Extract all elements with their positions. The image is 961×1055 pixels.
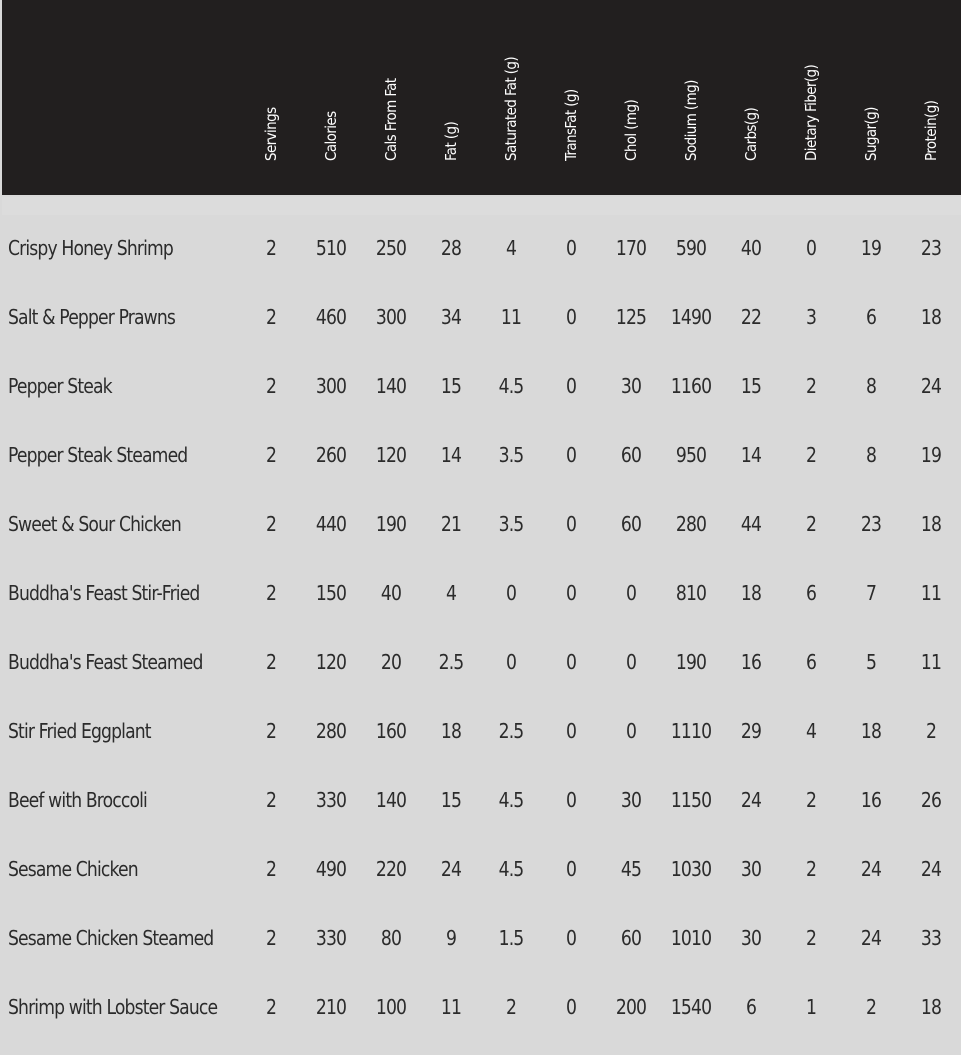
value-cell: 0	[565, 857, 577, 881]
table-row	[2, 767, 961, 834]
value-cell: 0	[565, 581, 577, 605]
column-header-sodium	[661, 9, 721, 179]
value-cell: 30	[740, 857, 762, 881]
column-header-label: Chol (mg)	[622, 99, 640, 161]
value-cell: 280	[675, 512, 707, 536]
value-cell: 2	[265, 926, 277, 950]
value-cell: 80	[380, 926, 402, 950]
value-cell: 2	[805, 443, 817, 467]
value-cell: 60	[620, 512, 642, 536]
value-cell: 0	[565, 374, 577, 398]
column-header-label: TransFat (g)	[562, 89, 580, 161]
table-row	[2, 974, 961, 1041]
value-cell: 4.5	[498, 788, 524, 812]
value-cell: 30	[740, 926, 762, 950]
value-cell: 280	[315, 719, 347, 743]
value-cell: 0	[565, 650, 577, 674]
value-cell: 22	[740, 305, 762, 329]
value-cell: 30	[620, 374, 642, 398]
value-cell: 9	[445, 926, 457, 950]
value-cell: 0	[565, 788, 577, 812]
column-header-dietary-fiber	[781, 9, 841, 179]
table-row	[2, 629, 961, 696]
column-header-label: Servings	[262, 107, 280, 161]
table-row	[2, 284, 961, 351]
value-cell: 18	[920, 305, 942, 329]
value-cell: 24	[920, 374, 942, 398]
item-name-cell: Buddha's Feast Stir-Fried	[8, 581, 200, 605]
column-header-calories	[301, 9, 361, 179]
table-row	[2, 560, 961, 627]
value-cell: 11	[500, 305, 522, 329]
item-name-cell: Sesame Chicken	[8, 857, 138, 881]
value-cell: 1010	[670, 926, 712, 950]
value-cell: 14	[440, 443, 462, 467]
value-cell: 2	[805, 857, 817, 881]
value-cell: 300	[375, 305, 407, 329]
value-cell: 2	[265, 305, 277, 329]
value-cell: 2.5	[498, 719, 524, 743]
column-header-label: Fat (g)	[442, 121, 460, 161]
value-cell: 28	[440, 236, 462, 260]
value-cell: 1110	[670, 719, 712, 743]
value-cell: 2	[925, 719, 937, 743]
column-header-label: Calories	[322, 111, 340, 161]
item-name-cell: Pepper Steak	[8, 374, 112, 398]
table-row	[2, 698, 961, 765]
value-cell: 24	[440, 857, 462, 881]
value-cell: 330	[315, 788, 347, 812]
column-header-label: Protein(g)	[922, 100, 940, 161]
value-cell: 0	[565, 926, 577, 950]
value-cell: 15	[740, 374, 762, 398]
value-cell: 16	[860, 788, 882, 812]
value-cell: 4	[805, 719, 817, 743]
value-cell: 1540	[670, 995, 712, 1019]
value-cell: 0	[625, 719, 637, 743]
value-cell: 60	[620, 443, 642, 467]
value-cell: 460	[315, 305, 347, 329]
value-cell: 24	[860, 857, 882, 881]
table-row	[2, 215, 961, 282]
value-cell: 170	[615, 236, 647, 260]
item-name-cell: Stir Fried Eggplant	[8, 719, 151, 743]
table-header	[2, 0, 961, 195]
table-row	[2, 491, 961, 558]
value-cell: 18	[920, 995, 942, 1019]
value-cell: 2	[265, 581, 277, 605]
value-cell: 40	[740, 236, 762, 260]
value-cell: 100	[375, 995, 407, 1019]
value-cell: 0	[625, 581, 637, 605]
value-cell: 140	[375, 374, 407, 398]
value-cell: 16	[740, 650, 762, 674]
item-name-cell: Crispy Honey Shrimp	[8, 236, 173, 260]
value-cell: 0	[565, 236, 577, 260]
value-cell: 250	[375, 236, 407, 260]
value-cell: 120	[315, 650, 347, 674]
value-cell: 44	[740, 512, 762, 536]
value-cell: 3	[805, 305, 817, 329]
value-cell: 210	[315, 995, 347, 1019]
value-cell: 60	[620, 926, 642, 950]
value-cell: 440	[315, 512, 347, 536]
value-cell: 330	[315, 926, 347, 950]
column-header-saturated-fat	[481, 9, 541, 179]
table-spacer-row	[2, 197, 961, 215]
column-header-label: Sodium (mg)	[682, 80, 700, 161]
item-name-cell: Buddha's Feast Steamed	[8, 650, 203, 674]
value-cell: 150	[315, 581, 347, 605]
value-cell: 18	[440, 719, 462, 743]
value-cell: 18	[740, 581, 762, 605]
value-cell: 810	[675, 581, 707, 605]
value-cell: 8	[865, 443, 877, 467]
value-cell: 6	[865, 305, 877, 329]
column-header-label: Carbs(g)	[742, 107, 760, 161]
value-cell: 1490	[670, 305, 712, 329]
value-cell: 40	[380, 581, 402, 605]
value-cell: 15	[440, 788, 462, 812]
value-cell: 45	[620, 857, 642, 881]
value-cell: 4	[445, 581, 457, 605]
value-cell: 190	[675, 650, 707, 674]
value-cell: 5	[865, 650, 877, 674]
item-name-cell: Pepper Steak Steamed	[8, 443, 188, 467]
table-row	[2, 905, 961, 972]
value-cell: 4	[505, 236, 517, 260]
item-name-cell: Sesame Chicken Steamed	[8, 926, 214, 950]
value-cell: 1	[805, 995, 817, 1019]
column-header-label: Dietary Fiber(g)	[802, 64, 820, 161]
column-header-label: Saturated Fat (g)	[502, 56, 520, 161]
value-cell: 2	[265, 719, 277, 743]
value-cell: 3.5	[498, 512, 524, 536]
column-header-trans-fat	[541, 9, 601, 179]
value-cell: 6	[745, 995, 757, 1019]
value-cell: 590	[675, 236, 707, 260]
value-cell: 2	[265, 443, 277, 467]
value-cell: 125	[615, 305, 647, 329]
value-cell: 2	[805, 788, 817, 812]
value-cell: 160	[375, 719, 407, 743]
value-cell: 1150	[670, 788, 712, 812]
value-cell: 4.5	[498, 857, 524, 881]
column-header-label: Cals From Fat	[382, 78, 400, 161]
value-cell: 4.5	[498, 374, 524, 398]
value-cell: 490	[315, 857, 347, 881]
value-cell: 120	[375, 443, 407, 467]
value-cell: 15	[440, 374, 462, 398]
table-body	[2, 215, 961, 1043]
value-cell: 0	[565, 443, 577, 467]
value-cell: 18	[860, 719, 882, 743]
value-cell: 2.5	[438, 650, 464, 674]
value-cell: 1.5	[498, 926, 524, 950]
item-name-cell: Salt & Pepper Prawns	[8, 305, 176, 329]
value-cell: 11	[920, 650, 942, 674]
item-name-cell: Shrimp with Lobster Sauce	[8, 995, 218, 1019]
value-cell: 19	[920, 443, 942, 467]
value-cell: 7	[865, 581, 877, 605]
value-cell: 21	[440, 512, 462, 536]
value-cell: 2	[265, 650, 277, 674]
value-cell: 23	[860, 512, 882, 536]
value-cell: 140	[375, 788, 407, 812]
value-cell: 2	[265, 236, 277, 260]
value-cell: 3.5	[498, 443, 524, 467]
table-row	[2, 836, 961, 903]
value-cell: 0	[565, 512, 577, 536]
value-cell: 11	[920, 581, 942, 605]
value-cell: 2	[265, 857, 277, 881]
value-cell: 19	[860, 236, 882, 260]
value-cell: 190	[375, 512, 407, 536]
value-cell: 2	[265, 788, 277, 812]
table-row	[2, 422, 961, 489]
value-cell: 2	[805, 926, 817, 950]
value-cell: 950	[675, 443, 707, 467]
value-cell: 2	[505, 995, 517, 1019]
item-name-cell: Sweet & Sour Chicken	[8, 512, 181, 536]
value-cell: 0	[565, 995, 577, 1019]
column-header-fat	[421, 9, 481, 179]
value-cell: 23	[920, 236, 942, 260]
value-cell: 18	[920, 512, 942, 536]
column-header-carbs	[721, 9, 781, 179]
column-header-cals-from-fat	[361, 9, 421, 179]
column-header-chol	[601, 9, 661, 179]
value-cell: 29	[740, 719, 762, 743]
table-row	[2, 353, 961, 420]
value-cell: 260	[315, 443, 347, 467]
column-header-servings	[241, 9, 301, 179]
value-cell: 24	[740, 788, 762, 812]
value-cell: 6	[805, 581, 817, 605]
value-cell: 24	[860, 926, 882, 950]
value-cell: 30	[620, 788, 642, 812]
value-cell: 300	[315, 374, 347, 398]
value-cell: 2	[265, 374, 277, 398]
value-cell: 2	[805, 512, 817, 536]
value-cell: 6	[805, 650, 817, 674]
value-cell: 0	[565, 719, 577, 743]
value-cell: 33	[920, 926, 942, 950]
value-cell: 20	[380, 650, 402, 674]
value-cell: 0	[625, 650, 637, 674]
column-header-protein	[901, 9, 961, 179]
value-cell: 24	[920, 857, 942, 881]
value-cell: 2	[265, 995, 277, 1019]
value-cell: 1160	[670, 374, 712, 398]
value-cell: 11	[440, 995, 462, 1019]
value-cell: 220	[375, 857, 407, 881]
column-header-label: Sugar(g)	[862, 107, 880, 161]
table-spacer-row	[2, 1043, 961, 1055]
value-cell: 200	[615, 995, 647, 1019]
value-cell: 2	[865, 995, 877, 1019]
item-name-cell: Beef with Broccoli	[8, 788, 147, 812]
value-cell: 2	[265, 512, 277, 536]
value-cell: 14	[740, 443, 762, 467]
value-cell: 0	[505, 581, 517, 605]
value-cell: 510	[315, 236, 347, 260]
value-cell: 2	[805, 374, 817, 398]
value-cell: 0	[805, 236, 817, 260]
column-header-sugar	[841, 9, 901, 179]
value-cell: 8	[865, 374, 877, 398]
value-cell: 34	[440, 305, 462, 329]
value-cell: 26	[920, 788, 942, 812]
value-cell: 0	[565, 305, 577, 329]
value-cell: 0	[505, 650, 517, 674]
value-cell: 1030	[670, 857, 712, 881]
